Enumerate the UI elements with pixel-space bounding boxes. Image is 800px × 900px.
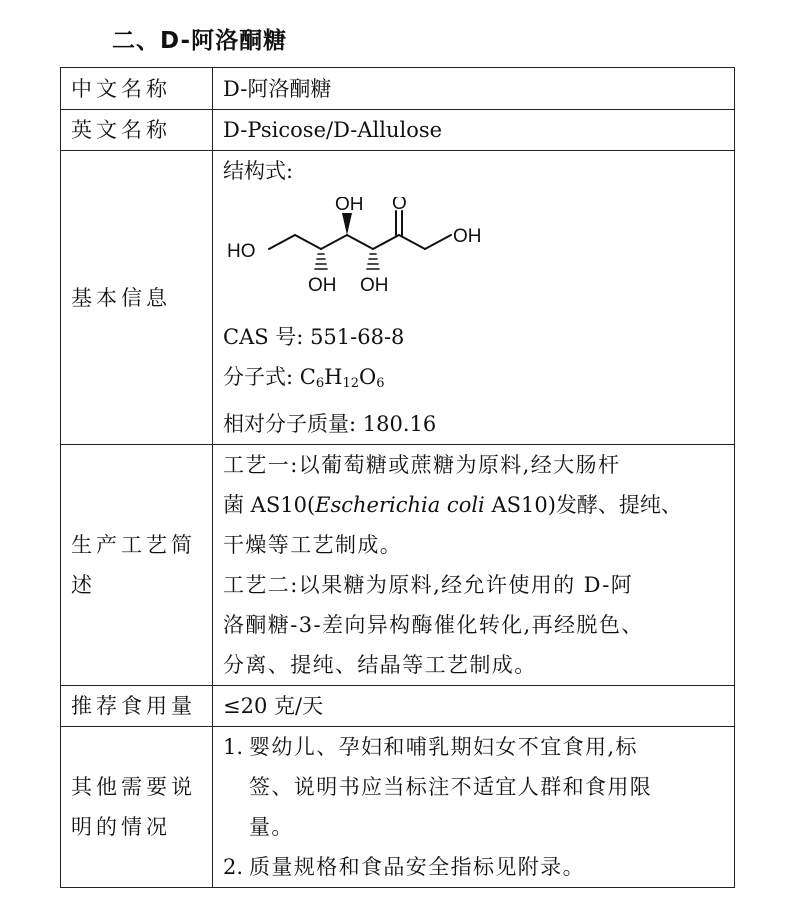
value-process: [213, 445, 735, 686]
bond-7: [425, 235, 451, 249]
row-other: [61, 727, 735, 888]
value-chinese-name: D-阿洛酮糖: [213, 68, 735, 110]
group-oh-top: OH: [335, 197, 364, 215]
row-intake: [61, 686, 735, 727]
cas-value: 551-68-8: [310, 325, 405, 349]
formula-line: [223, 357, 734, 404]
mw-value: 180.16: [362, 412, 437, 436]
label-other: 其他需要说 明的情况: [61, 727, 213, 888]
label-chinese-name: 中文名称: [61, 68, 213, 110]
row-basic-info: [61, 151, 735, 445]
bond-3: [321, 235, 347, 249]
list-item: 2. 质量规格和食品安全指标见附录。: [223, 855, 585, 879]
process-2-line-2: 洛酮糖-3-差向异构酶催化转化,再经脱色、: [223, 613, 644, 637]
list-item: 1. 婴幼儿、孕妇和哺乳期妇女不宜食用,标 签、说明书应当标注不适宜人群和食用限 量。: [223, 735, 653, 839]
group-oh-bottom-2: OH: [360, 275, 389, 296]
info-table: [60, 67, 735, 888]
bond-1: [269, 235, 295, 249]
structure-label: 结构式:: [223, 159, 294, 183]
bond-4: [347, 235, 373, 249]
bond-5: [373, 235, 399, 249]
row-process: [61, 445, 735, 686]
value-intake: ≤20 克/天: [213, 686, 735, 727]
formula-label: 分子式:: [223, 365, 294, 389]
structure-formula-diagram: [223, 197, 493, 315]
process-1-line-1: 工艺一:以葡萄糖或蔗糖为原料,经大肠杆: [223, 453, 621, 477]
mw-line: [223, 404, 734, 444]
hashed-bond-1: [315, 254, 327, 269]
hashed-bond-2: [367, 254, 379, 269]
group-ho-left: HO: [227, 241, 256, 262]
row-chinese-name: [61, 68, 735, 110]
molecular-formula: $C_6H_{12}O_6$: [299, 365, 385, 391]
cas-line: [223, 317, 734, 357]
cas-label: CAS 号:: [223, 325, 304, 349]
label-english-name: 英文名称: [61, 110, 213, 151]
process-2-line-1: 工艺二:以果糖为原料,经允许使用的 D-阿: [223, 573, 634, 597]
mw-label: 相对分子质量:: [223, 412, 357, 436]
value-basic-info: [213, 151, 735, 445]
process-1-line-3: 干燥等工艺制成。: [223, 533, 403, 557]
value-other: [213, 727, 735, 888]
bond-6: [399, 235, 425, 249]
process-1-line-2: 菌 AS10(Escherichia coli AS10)发酵、提纯、: [223, 493, 682, 517]
row-english-name: [61, 110, 735, 151]
group-o-carbonyl: O: [392, 197, 407, 214]
label-intake: 推荐食用量: [61, 686, 213, 727]
section-heading: 二、D-阿洛酮糖: [112, 28, 288, 54]
label-basic-info: 基本信息: [61, 151, 213, 445]
group-oh-bottom-1: OH: [308, 275, 337, 296]
process-2-line-3: 分离、提纯、结晶等工艺制成。: [223, 653, 537, 677]
bond-2: [295, 235, 321, 249]
group-oh-right: OH: [453, 226, 482, 247]
value-english-name: D-Psicose/D-Allulose: [213, 110, 735, 151]
wedge-bond: [342, 213, 352, 235]
label-process: 生产工艺简 述: [61, 445, 213, 686]
